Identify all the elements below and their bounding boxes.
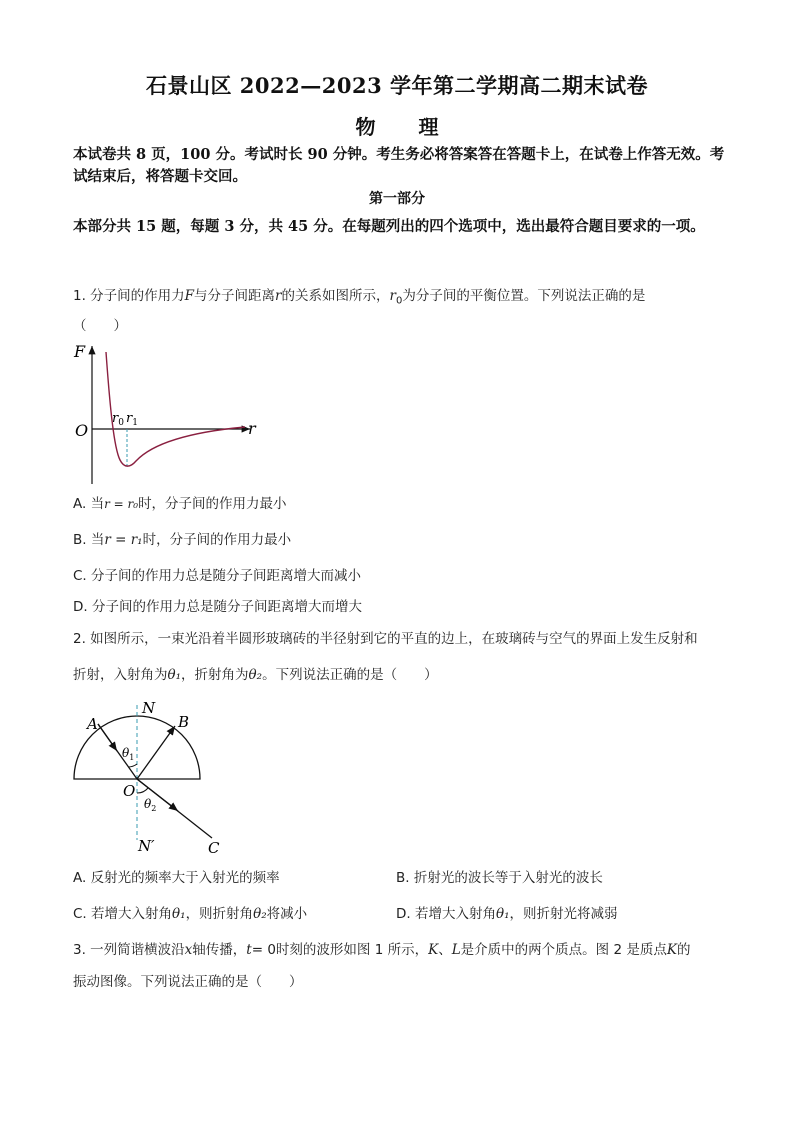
subject-title: 物 理 [355, 115, 457, 139]
q1-option-d: D. 分子间的作用力总是随分子间距离增大而增大 [73, 599, 362, 615]
label-a: A [87, 715, 98, 733]
r-axis-label: r [248, 419, 256, 438]
origin-label: O [75, 421, 89, 440]
part-title: 第一部分 [369, 191, 425, 207]
q3-stem-line1: 3. 一列简谐横波沿x轴传播，t= 0时刻的波形如图 1 所示，K、L是介质中的两个质点。图 2 是质点K的 [73, 942, 691, 958]
label-o: O [123, 782, 136, 800]
q2-option-c: C. 若增大入射角θ₁，则折射角θ₂将减小 [73, 906, 308, 922]
theta2-arc [137, 788, 148, 793]
q1-option-a: A. 当r = r₀时，分子间的作用力最小 [73, 496, 287, 512]
f-axis-label: F [74, 342, 86, 361]
q2-option-b: B. 折射光的波长等于入射光的波长 [396, 870, 603, 886]
label-theta1: $\theta_1$ [122, 746, 135, 762]
exam-intro: 本试卷共 8 页，100 分。考试时长 90 分钟。考生务必将答案答在答题卡上，在试卷上作答无效。考试结束后，将答题卡交回。 [73, 146, 725, 185]
r1-label: $r_1$ [126, 411, 138, 428]
q2-option-a: A. 反射光的频率大于入射光的频率 [73, 870, 280, 886]
q2-stem-line1: 2. 如图所示，一束光沿着半圆形玻璃砖的半径射到它的平直的边上，在玻璃砖与空气的界面上发生反射和 [73, 631, 698, 647]
q2-option-d: D. 若增大入射角θ₁，则折射光将减弱 [396, 906, 618, 922]
q1-stem: 1. 分子间的作用力F与分子间距离r的关系如图所示，$r_0$为分子间的平衡位置。下列说法正确的是 [73, 288, 646, 307]
label-n: N [142, 699, 156, 717]
theta1-arc [128, 764, 137, 767]
q1-option-c: C. 分子间的作用力总是随分子间距离增大而减小 [73, 568, 362, 584]
part-description: 本部分共 15 题，每题 3 分，共 45 分。在每题列出的四个选项中，选出最符合题目要求的一项。 [73, 218, 705, 235]
q2-stem-line2: 折射，入射角为θ₁，折射角为θ₂。下列说法正确的是（ ） [73, 667, 438, 683]
label-c: C [208, 839, 220, 857]
q2-glass-figure [70, 695, 240, 857]
q1-force-graph [70, 338, 270, 490]
r0-label: $r_0$ [112, 411, 124, 428]
reflected-ray [137, 726, 175, 779]
exam-title: 石景山区 2022—2023 学年第二学期高二期末试卷 [145, 73, 648, 98]
q1-option-b: B. 当r = r₁时，分子间的作用力最小 [73, 532, 292, 548]
label-n-prime: N′ [138, 837, 155, 855]
label-theta2: $\theta_2$ [144, 797, 157, 813]
q3-stem-line2: 振动图像。下列说法正确的是（ ） [73, 974, 303, 990]
q1-answer-paren: （ ） [73, 318, 127, 334]
label-b: B [178, 713, 190, 731]
